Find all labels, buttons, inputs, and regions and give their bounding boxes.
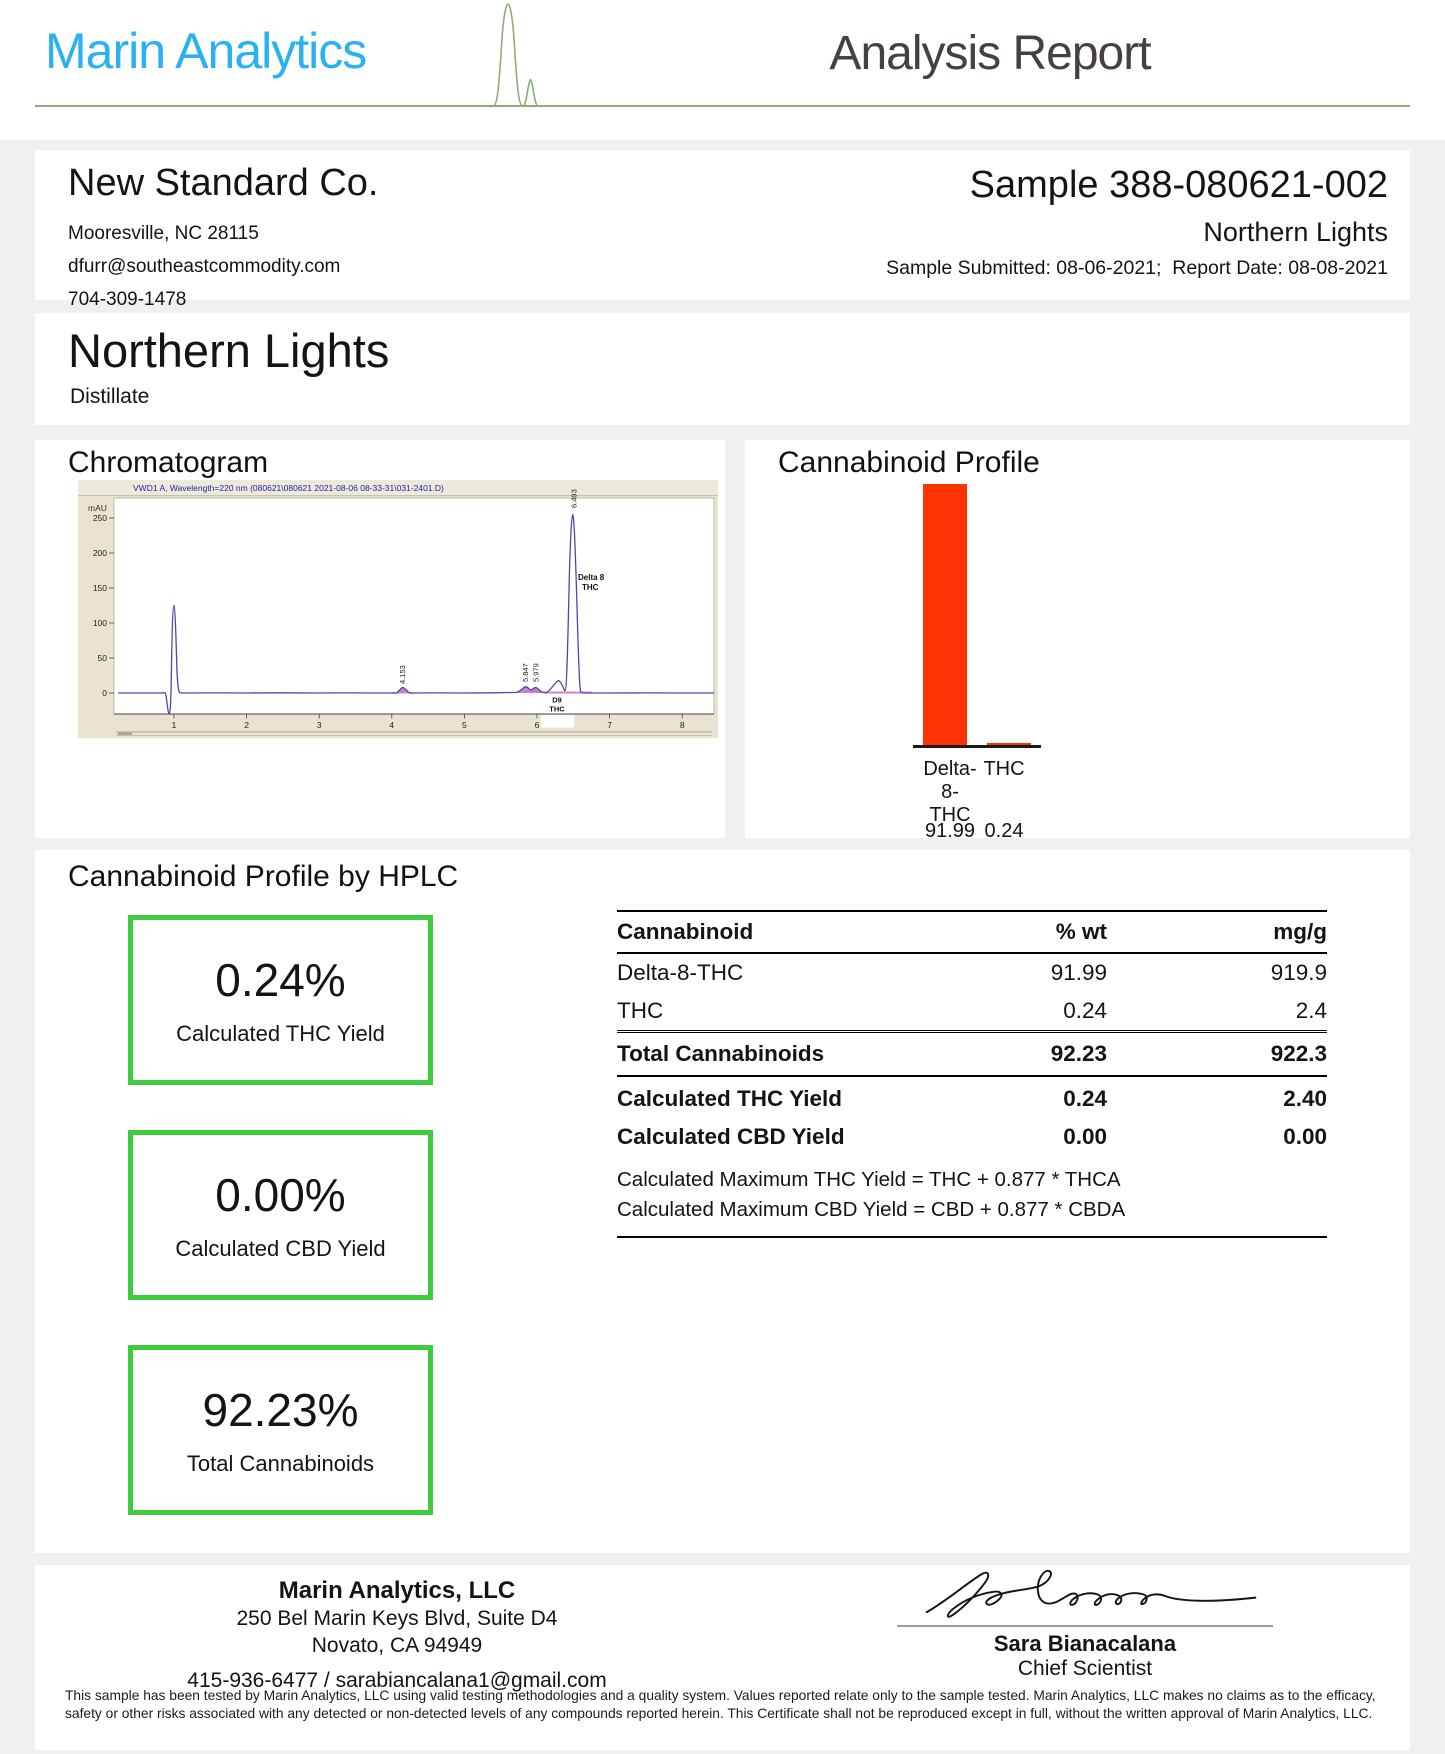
product-panel [35,313,1410,425]
table-header-row [617,911,1327,953]
peak-label-5-847: 5.847 [521,663,530,682]
lab-phone-email: 415-936-6477 / sarabiancalana1@gmail.com [187,1669,607,1692]
table-footnotes [617,1156,1327,1238]
lab-name: Marin Analytics, LLC [278,1577,516,1604]
client-phone: 704-309-1478 [68,289,187,310]
bar-category-labels [913,758,1041,826]
signer-name: Sara Bianacalana [993,1631,1177,1656]
peak-label-6-493: 6.493 [569,489,579,508]
bar-delta-8-thc [923,484,967,745]
hplc-heading: Cannabinoid Profile by HPLC [68,860,459,893]
svg-text:THC: THC [549,704,565,714]
y-axis-label: mAU [88,503,107,513]
svg-text:2: 2 [244,720,249,730]
sample-dates: Sample Submitted: 08-06-2021; Report Date: 08-08-2021 [886,257,1388,279]
bar-thc [987,743,1031,745]
client-email: dfurr@southeastcommodity.com [68,256,341,277]
bar-value-delta-8-thc: 91.99 [924,820,976,842]
thc-yield-label: Calculated THC Yield [176,1021,385,1046]
cannabinoid-profile-heading: Cannabinoid Profile [778,446,1040,479]
cbd-yield-label: Calculated CBD Yield [175,1236,386,1261]
lab-contact-block [97,1577,697,1693]
chromatogram-panel [35,440,725,838]
lab-logo: Marin Analytics [45,23,367,79]
sample-info [886,164,1388,280]
bar-value-thc: 0.24 [984,820,1024,842]
svg-text:7: 7 [607,720,612,730]
sample-id: Sample 388-080621-002 [969,164,1388,206]
thc-yield-value: 0.24% [215,954,346,1006]
cannabinoid-bar-chart [913,486,1041,843]
svg-text:Delta 8: Delta 8 [578,573,605,582]
header-divider [35,105,1410,107]
sample-name: Northern Lights [1203,217,1388,247]
chromatogram-plot [78,480,718,738]
chromatogram-heading: Chromatogram [68,446,269,479]
svg-text:8: 8 [679,720,685,730]
chromatogram-peak-icon [455,0,565,108]
client-address: Mooresville, NC 28115 [68,223,259,244]
svg-text:100: 100 [92,618,107,628]
svg-text:4: 4 [389,720,395,730]
bar-label-delta-8-thc: Delta- 8-THC [923,758,977,826]
client-info [68,162,379,316]
svg-text:50: 50 [97,653,107,663]
bar-chart-plot-area [913,486,1041,748]
svg-text:6: 6 [534,720,540,730]
total-cannabinoids-value: 92.23% [202,1384,359,1436]
cbd-yield-value: 0.00% [215,1169,346,1221]
svg-text:200: 200 [92,548,107,558]
product-type: Distillate [70,385,150,408]
instrument-line: VWD1 A, Wavelength=220 nm (080621\080621 2021-08-06 08-33-31\031-2401.D) [133,483,444,493]
cbd-yield-box [128,1130,433,1300]
cannabinoid-table [617,910,1327,1238]
hplc-panel [35,850,1410,1553]
report-header [0,0,1445,140]
total-cannabinoids-label: Total Cannabinoids [186,1451,375,1476]
svg-text:D9: D9 [552,695,562,705]
col-header-cannabinoid: Cannabinoid [617,911,967,953]
table-calc-cbd-row: Calculated CBD Yield 0.00 0.00 [617,1124,1327,1149]
signer-title: Chief Scientist [1017,1657,1153,1680]
svg-text:5: 5 [462,720,467,730]
signature-line [897,1625,1273,1627]
disclaimer-text: This sample has been tested by Marin Analytics, LLC using valid testing methodologies and a quality system. Values reported relate only to the sample tested. Marin Analytics, LLC makes no claims as to the efficacy, safety or other risks associated with any detected or non-detected levels of any compounds reported herein. This Certificate shall not be reproduced except in full, without the written approval of Marin Analytics, LLC. [65,1688,1376,1721]
thc-yield-box [128,915,433,1085]
lab-address-2: Novato, CA 94949 [311,1634,483,1657]
cannabinoid-profile-panel [745,440,1410,842]
svg-text:THC: THC [582,583,599,592]
col-header-pct-wt: % wt [967,911,1107,953]
client-sample-panel [35,150,1410,310]
peak-label-4-153: 4.153 [398,665,407,684]
table-total-row: Total Cannabinoids 92.23 922.3 [617,1032,1327,1077]
col-header-mgg: mg/g [1107,911,1327,953]
thc-yield-formula: Calculated Maximum THC Yield = THC + 0.877 * THCA [617,1168,1121,1191]
svg-text:150: 150 [92,583,107,593]
table-row: Delta-8-THC 91.99 919.9 [617,960,1327,985]
signature [887,1567,1287,1625]
report-footer [35,1565,1410,1750]
svg-text:0: 0 [102,688,107,698]
table-calc-thc-row: Calculated THC Yield 0.24 2.40 [617,1086,1327,1111]
svg-text:250: 250 [92,513,107,523]
svg-text:3: 3 [316,720,322,730]
svg-text:1: 1 [171,720,177,730]
report-title: Analysis Report [829,27,1151,80]
total-cannabinoids-box [128,1345,433,1515]
table-row: THC 0.24 2.4 [617,998,1327,1023]
client-name: New Standard Co. [68,162,379,204]
bar-value-labels [913,820,1041,843]
product-name: Northern Lights [68,324,390,377]
cbd-yield-formula: Calculated Maximum CBD Yield = CBD + 0.877 * CBDA [617,1198,1126,1221]
bar-label-thc: THC [983,758,1025,780]
lab-address-1: 250 Bel Marin Keys Blvd, Suite D4 [236,1607,558,1630]
peak-label-5-979: 5.979 [531,663,541,682]
